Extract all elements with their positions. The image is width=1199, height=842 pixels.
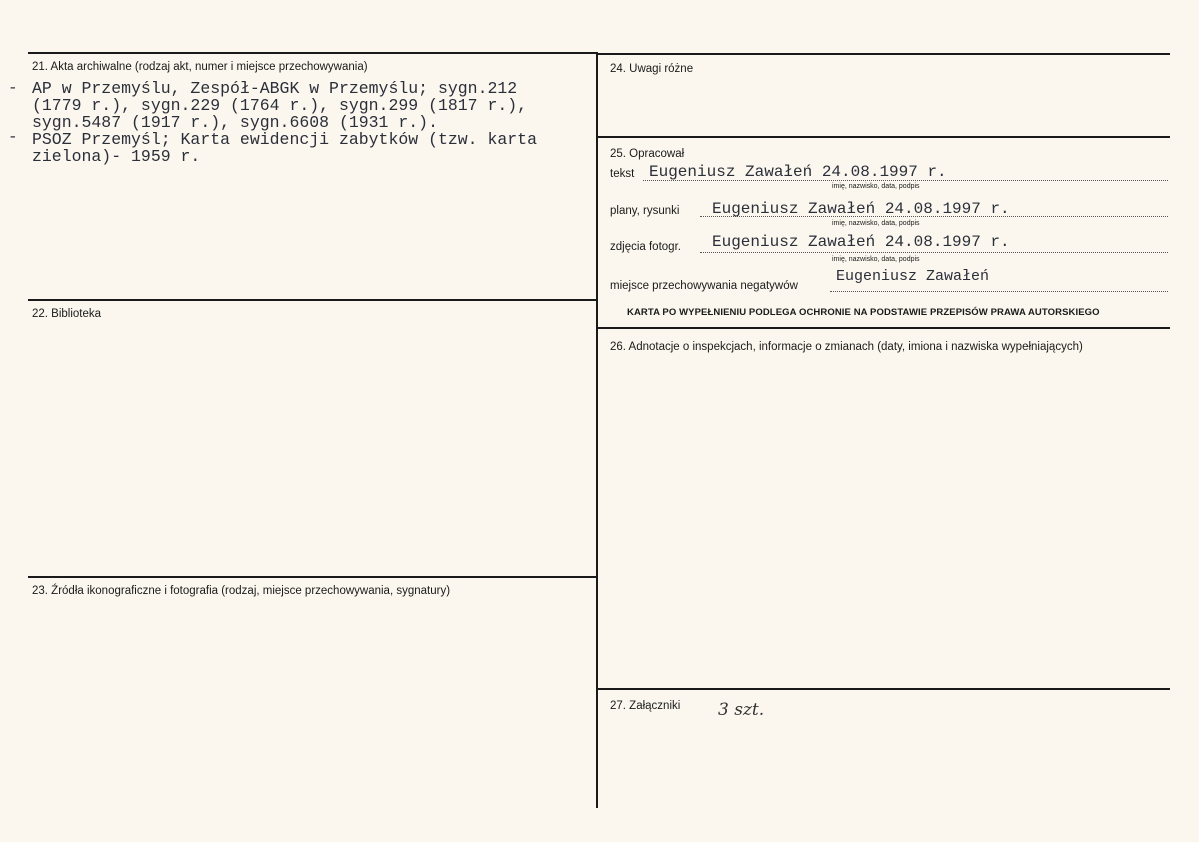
label-27-zalaczniki: 27. Załączniki xyxy=(610,700,681,712)
rule-above-23 xyxy=(28,576,598,578)
plany-value: Eugeniusz Zawałeń 24.08.1997 r. xyxy=(712,200,1010,218)
label-miejsce-przechowywania: miejsce przechowywania negatywów xyxy=(610,280,798,292)
akta-line-2: (1779 r.), sygn.229 (1764 r.), sygn.299 (1817 r.), xyxy=(32,96,528,115)
dotted-line-miejsce xyxy=(830,291,1168,292)
akta-line-1: AP w Przemyślu, Zespół-ABGK w Przemyślu; sygn.212 xyxy=(32,79,518,98)
caption-plany: imię, nazwisko, data, podpis xyxy=(832,220,920,227)
top-rule-left xyxy=(28,52,598,54)
label-21-akta-archiwalne: 21. Akta archiwalne (rodzaj akt, numer i miejsce przechowywania) xyxy=(32,61,368,73)
rule-above-27 xyxy=(598,688,1170,690)
label-22-biblioteka: 22. Biblioteka xyxy=(32,308,102,320)
miejsce-value: Eugeniusz Zawałeń xyxy=(836,268,990,285)
caption-tekst: imię, nazwisko, data, podpis xyxy=(832,183,920,190)
dotted-line-zdjecia xyxy=(700,252,1168,253)
label-25-opracowal: 25. Opracował xyxy=(610,148,685,160)
rule-above-25 xyxy=(598,136,1170,138)
akta-line-3: sygn.5487 (1917 r.), sygn.6608 (1931 r.). xyxy=(32,113,438,132)
zalaczniki-value: 3 szt. xyxy=(718,700,765,720)
tekst-value: Eugeniusz Zawałeń 24.08.1997 r. xyxy=(649,163,947,181)
top-rule-right xyxy=(598,53,1170,55)
label-23-zrodla-ikonograficzne: 23. Źródła ikonograficzne i fotografia (rodzaj, miejsce przechowywania, sygnatury) xyxy=(32,585,451,597)
label-tekst: tekst xyxy=(610,168,635,180)
copyright-notice: KARTA PO WYPEŁNIENIU PODLEGA OCHRONIE NA PODSTAWIE PRZEPISÓW PRAWA AUTORSKIEGO xyxy=(627,307,1100,318)
akta-line-4: PSOZ Przemyśl; Karta ewidencji zabytków (tzw. karta xyxy=(32,130,537,149)
rule-above-22 xyxy=(28,299,598,301)
list-dash-2: - xyxy=(8,128,18,146)
label-plany-rysunki: plany, rysunki xyxy=(610,205,680,217)
center-divider xyxy=(596,52,598,808)
label-24-uwagi-rozne: 24. Uwagi różne xyxy=(610,63,694,75)
label-26-adnotacje: 26. Adnotacje o inspekcjach, informacje o zmianach (daty, imiona i nazwiska wypełniających) xyxy=(610,341,1083,353)
zdjecia-value: Eugeniusz Zawałeń 24.08.1997 r. xyxy=(712,233,1010,251)
list-dash-1: - xyxy=(8,79,18,97)
label-zdjecia-fotogr: zdjęcia fotogr. xyxy=(610,241,681,253)
rule-above-26 xyxy=(598,327,1170,329)
akta-line-5: zielona)- 1959 r. xyxy=(32,147,201,166)
akta-archiwalne-text xyxy=(32,80,537,165)
caption-zdjecia: imię, nazwisko, data, podpis xyxy=(832,256,920,263)
